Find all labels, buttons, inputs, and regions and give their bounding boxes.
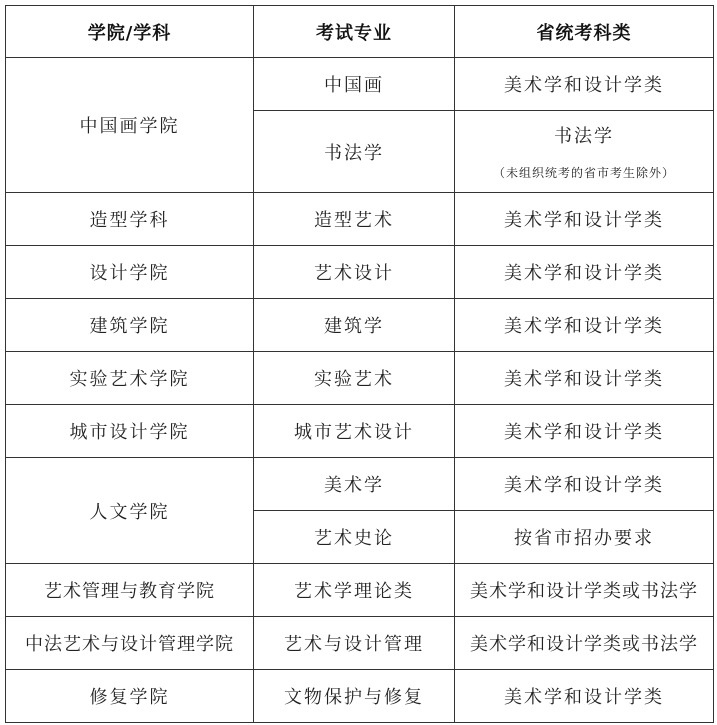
college-cell: 中国画学院 bbox=[6, 58, 254, 193]
table-row bbox=[6, 193, 714, 246]
major-cell: 实验艺术 bbox=[254, 352, 455, 405]
table-row bbox=[6, 352, 714, 405]
college-cell: 实验艺术学院 bbox=[6, 352, 254, 405]
major-cell: 艺术设计 bbox=[254, 246, 455, 299]
major-cell: 美术学 bbox=[254, 458, 455, 511]
admission-table bbox=[5, 5, 714, 723]
category-cell: 美术学和设计学类或书法学 bbox=[455, 617, 714, 670]
table-row bbox=[6, 405, 714, 458]
college-cell: 人文学院 bbox=[6, 458, 254, 564]
table-container bbox=[5, 5, 714, 723]
category-cell: 美术学和设计学类 bbox=[455, 352, 714, 405]
table-row bbox=[6, 458, 714, 511]
category-cell bbox=[455, 111, 714, 193]
category-cell: 美术学和设计学类 bbox=[455, 58, 714, 111]
major-cell: 书法学 bbox=[254, 111, 455, 193]
table-row bbox=[6, 617, 714, 670]
college-cell: 建筑学院 bbox=[6, 299, 254, 352]
college-cell: 中法艺术与设计管理学院 bbox=[6, 617, 254, 670]
category-cell: 美术学和设计学类或书法学 bbox=[455, 564, 714, 617]
category-main-text: 书法学 bbox=[554, 126, 614, 147]
table-row bbox=[6, 58, 714, 111]
header-category: 省统考科类 bbox=[455, 6, 714, 58]
college-cell: 造型学科 bbox=[6, 193, 254, 246]
table-row bbox=[6, 564, 714, 617]
category-note: （未组织统考的省市考生除外） bbox=[492, 166, 675, 180]
table-row bbox=[6, 246, 714, 299]
category-cell: 美术学和设计学类 bbox=[455, 405, 714, 458]
major-cell: 艺术学理论类 bbox=[254, 564, 455, 617]
category-cell: 美术学和设计学类 bbox=[455, 458, 714, 511]
major-cell: 文物保护与修复 bbox=[254, 670, 455, 723]
category-cell: 美术学和设计学类 bbox=[455, 193, 714, 246]
header-major: 考试专业 bbox=[254, 6, 455, 58]
college-cell: 艺术管理与教育学院 bbox=[6, 564, 254, 617]
major-cell: 中国画 bbox=[254, 58, 455, 111]
category-cell: 按省市招办要求 bbox=[455, 511, 714, 564]
major-cell: 建筑学 bbox=[254, 299, 455, 352]
category-cell: 美术学和设计学类 bbox=[455, 670, 714, 723]
table-row bbox=[6, 299, 714, 352]
category-cell: 美术学和设计学类 bbox=[455, 246, 714, 299]
major-cell: 艺术与设计管理 bbox=[254, 617, 455, 670]
category-cell: 美术学和设计学类 bbox=[455, 299, 714, 352]
major-cell: 城市艺术设计 bbox=[254, 405, 455, 458]
major-cell: 造型艺术 bbox=[254, 193, 455, 246]
college-cell: 设计学院 bbox=[6, 246, 254, 299]
header-college: 学院/学科 bbox=[6, 6, 254, 58]
major-cell: 艺术史论 bbox=[254, 511, 455, 564]
header-row bbox=[6, 6, 714, 58]
table-row bbox=[6, 670, 714, 723]
college-cell: 修复学院 bbox=[6, 670, 254, 723]
college-cell: 城市设计学院 bbox=[6, 405, 254, 458]
